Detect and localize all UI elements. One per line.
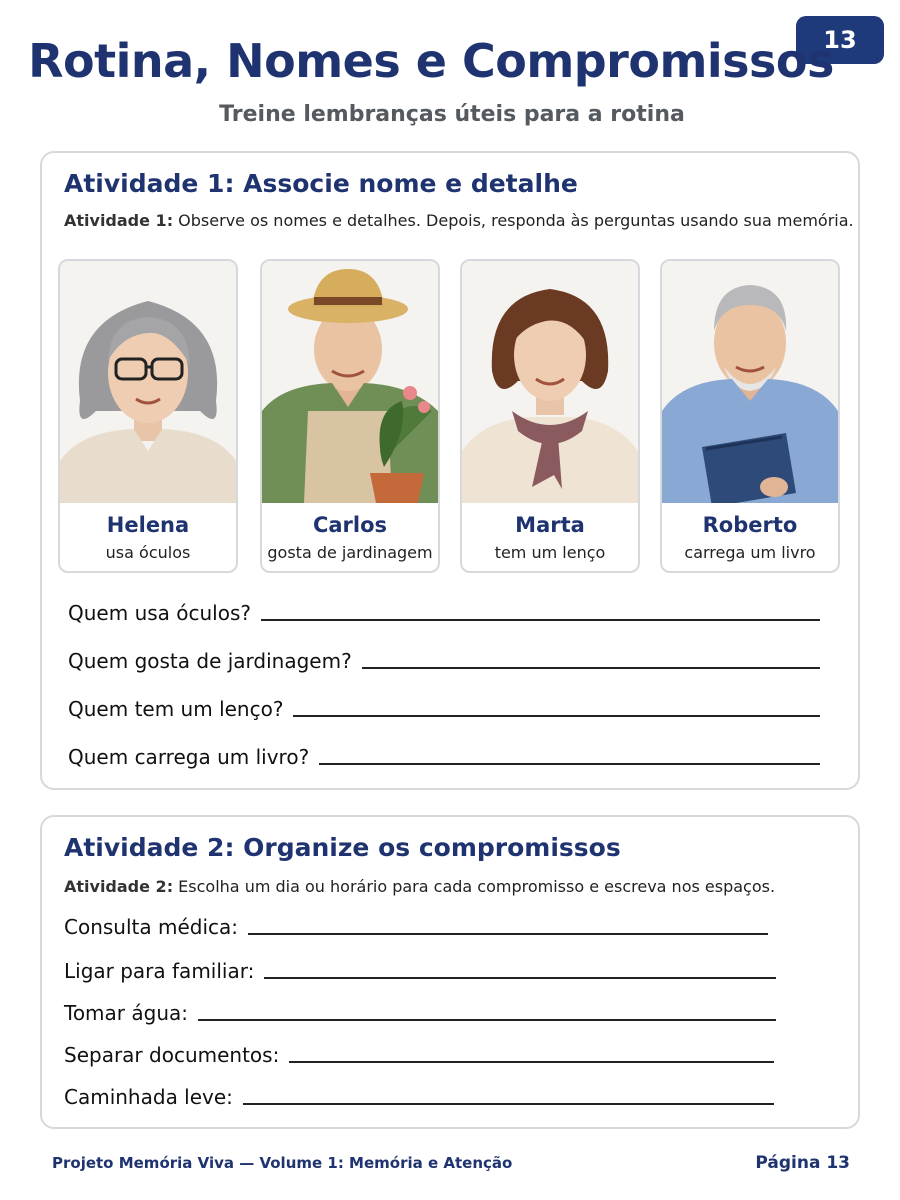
page-subtitle: Treine lembranças úteis para a rotina: [219, 102, 685, 127]
person-name: Roberto: [702, 513, 798, 537]
activity-2-instruction-label: Atividade 2:: [64, 877, 174, 896]
appointment-row: [64, 995, 776, 1025]
activity-2-card: [40, 815, 860, 1129]
appointment-row: [64, 1079, 774, 1109]
person-detail: tem um lenço: [494, 543, 606, 562]
appointment-label: Caminhada leve:: [64, 1085, 233, 1109]
page-number-badge: 13: [796, 16, 884, 64]
footer-project-title: Projeto Memória Viva — Volume 1: Memória e Atenção: [52, 1154, 513, 1172]
woman-scarf-portrait-icon: [462, 261, 638, 503]
activity-2-instruction: [64, 877, 775, 896]
appointment-label: Consulta médica:: [64, 915, 239, 939]
person-detail: gosta de jardinagem: [267, 543, 433, 562]
appointment-answer-line[interactable]: [198, 1019, 776, 1021]
appointment-answer-line[interactable]: [243, 1103, 774, 1105]
person-detail: usa óculos: [105, 543, 191, 562]
answer-line[interactable]: [319, 763, 820, 765]
question-row: [68, 595, 820, 625]
footer-page-number: Página 13: [755, 1153, 850, 1173]
answer-line[interactable]: [362, 667, 820, 669]
woman-glasses-portrait-icon: [60, 261, 236, 503]
question-label: Quem tem um lenço?: [68, 697, 284, 721]
activity-1-instruction: [64, 211, 854, 230]
question-label: Quem usa óculos?: [68, 601, 252, 625]
appointment-row: [64, 953, 776, 983]
appointment-answer-line[interactable]: [248, 933, 768, 935]
activity-2-heading: Atividade 2: Organize os compromissos: [64, 833, 621, 862]
appointment-answer-line[interactable]: [264, 977, 776, 979]
man-gardener-portrait-icon: [262, 261, 438, 503]
appointment-label: Tomar água:: [64, 1001, 188, 1025]
person-name: Marta: [515, 513, 585, 537]
person-name: Helena: [106, 513, 190, 537]
person-name: Carlos: [312, 513, 388, 537]
page-title: Rotina, Nomes e Compromissos: [28, 34, 834, 88]
appointment-label: Ligar para familiar:: [64, 959, 255, 983]
activity-1-instruction-text: Observe os nomes e detalhes. Depois, responda às perguntas usando sua memória.: [173, 211, 854, 230]
appointment-row: [64, 909, 768, 939]
question-row: [68, 739, 820, 769]
appointment-row: [64, 1037, 774, 1067]
answer-line[interactable]: [261, 619, 820, 621]
question-label: Quem gosta de jardinagem?: [68, 649, 352, 673]
person-card-helena: [58, 259, 238, 573]
activity-1-instruction-label: Atividade 1:: [64, 211, 174, 230]
person-card-roberto: [660, 259, 840, 573]
appointment-label: Separar documentos:: [64, 1043, 280, 1067]
activity-2-instruction-text: Escolha um dia ou horário para cada compromisso e escreva nos espaços.: [173, 877, 776, 896]
man-book-portrait-icon: [662, 261, 838, 503]
question-row: [68, 643, 820, 673]
question-label: Quem carrega um livro?: [68, 745, 310, 769]
answer-line[interactable]: [293, 715, 820, 717]
activity-1-card: [40, 151, 860, 790]
question-row: [68, 691, 820, 721]
person-card-marta: [460, 259, 640, 573]
person-card-carlos: [260, 259, 440, 573]
person-detail: carrega um livro: [684, 543, 816, 562]
appointment-answer-line[interactable]: [289, 1061, 774, 1063]
activity-1-heading: Atividade 1: Associe nome e detalhe: [64, 169, 578, 198]
